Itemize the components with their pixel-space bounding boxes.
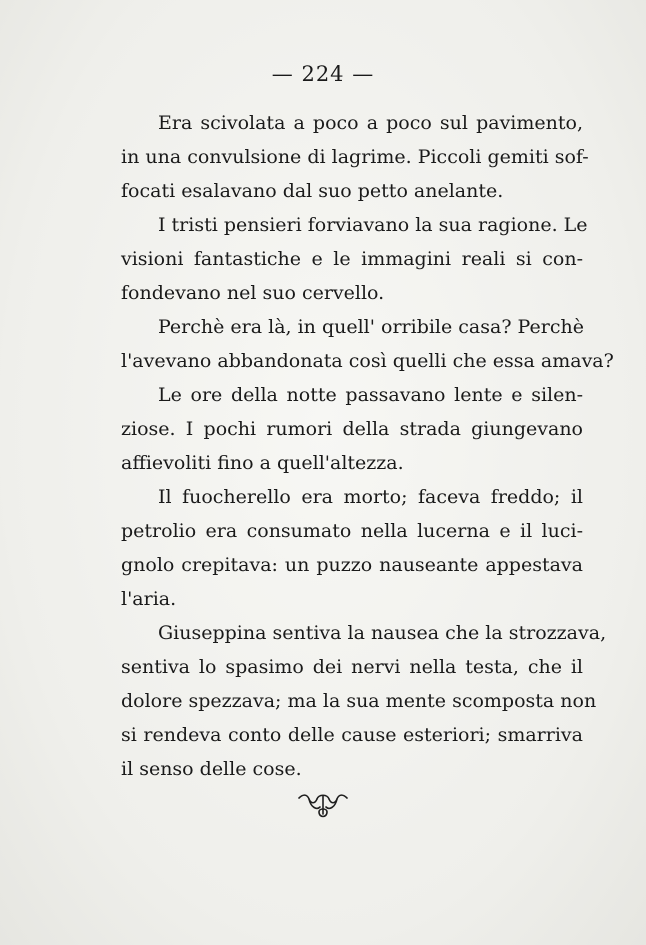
text-line: affievoliti fino a quell'altezza. <box>121 452 404 474</box>
text-line: fondevano nel suo cervello. <box>121 282 385 304</box>
text-line: petrolio era consumato nella lucerna e il luci- <box>121 520 583 542</box>
text-line: si rendeva conto delle cause esteriori; smarriva <box>121 724 583 746</box>
text-line: ziose. I pochi rumori della strada giungevano <box>121 418 583 440</box>
text-line: gnolo crepitava: un puzzo nauseante appestava <box>121 554 583 576</box>
text-line: I tristi pensieri forviavano la sua ragione. Le <box>158 214 588 236</box>
flourish-ornament-icon <box>0 788 646 828</box>
text-line: focati esalavano dal suo petto anelante. <box>121 180 504 202</box>
text-line: il senso delle cose. <box>121 758 302 780</box>
page-number: — 224 — <box>271 62 375 86</box>
text-line: sentiva lo spasimo dei nervi nella testa, che il <box>121 656 583 678</box>
text-line: Perchè era là, in quell' orribile casa? Perchè <box>158 316 584 338</box>
text-line: visioni fantastiche e le immagini reali si con- <box>121 248 583 270</box>
text-line: in una convulsione di lagrime. Piccoli gemiti sof- <box>121 146 589 168</box>
text-line: Giuseppina sentiva la nausea che la strozzava, <box>158 622 607 644</box>
text-line: Il fuocherello era morto; faceva freddo; il <box>158 486 583 508</box>
text-line: Era scivolata a poco a poco sul pavimento, <box>158 112 583 134</box>
text-line: Le ore della notte passavano lente e silen- <box>158 384 583 406</box>
text-line: dolore spezzava; ma la sua mente scomposta non <box>121 690 597 712</box>
text-line: l'avevano abbandonata così quelli che essa amava? <box>121 350 614 372</box>
text-line: l'aria. <box>121 588 177 610</box>
